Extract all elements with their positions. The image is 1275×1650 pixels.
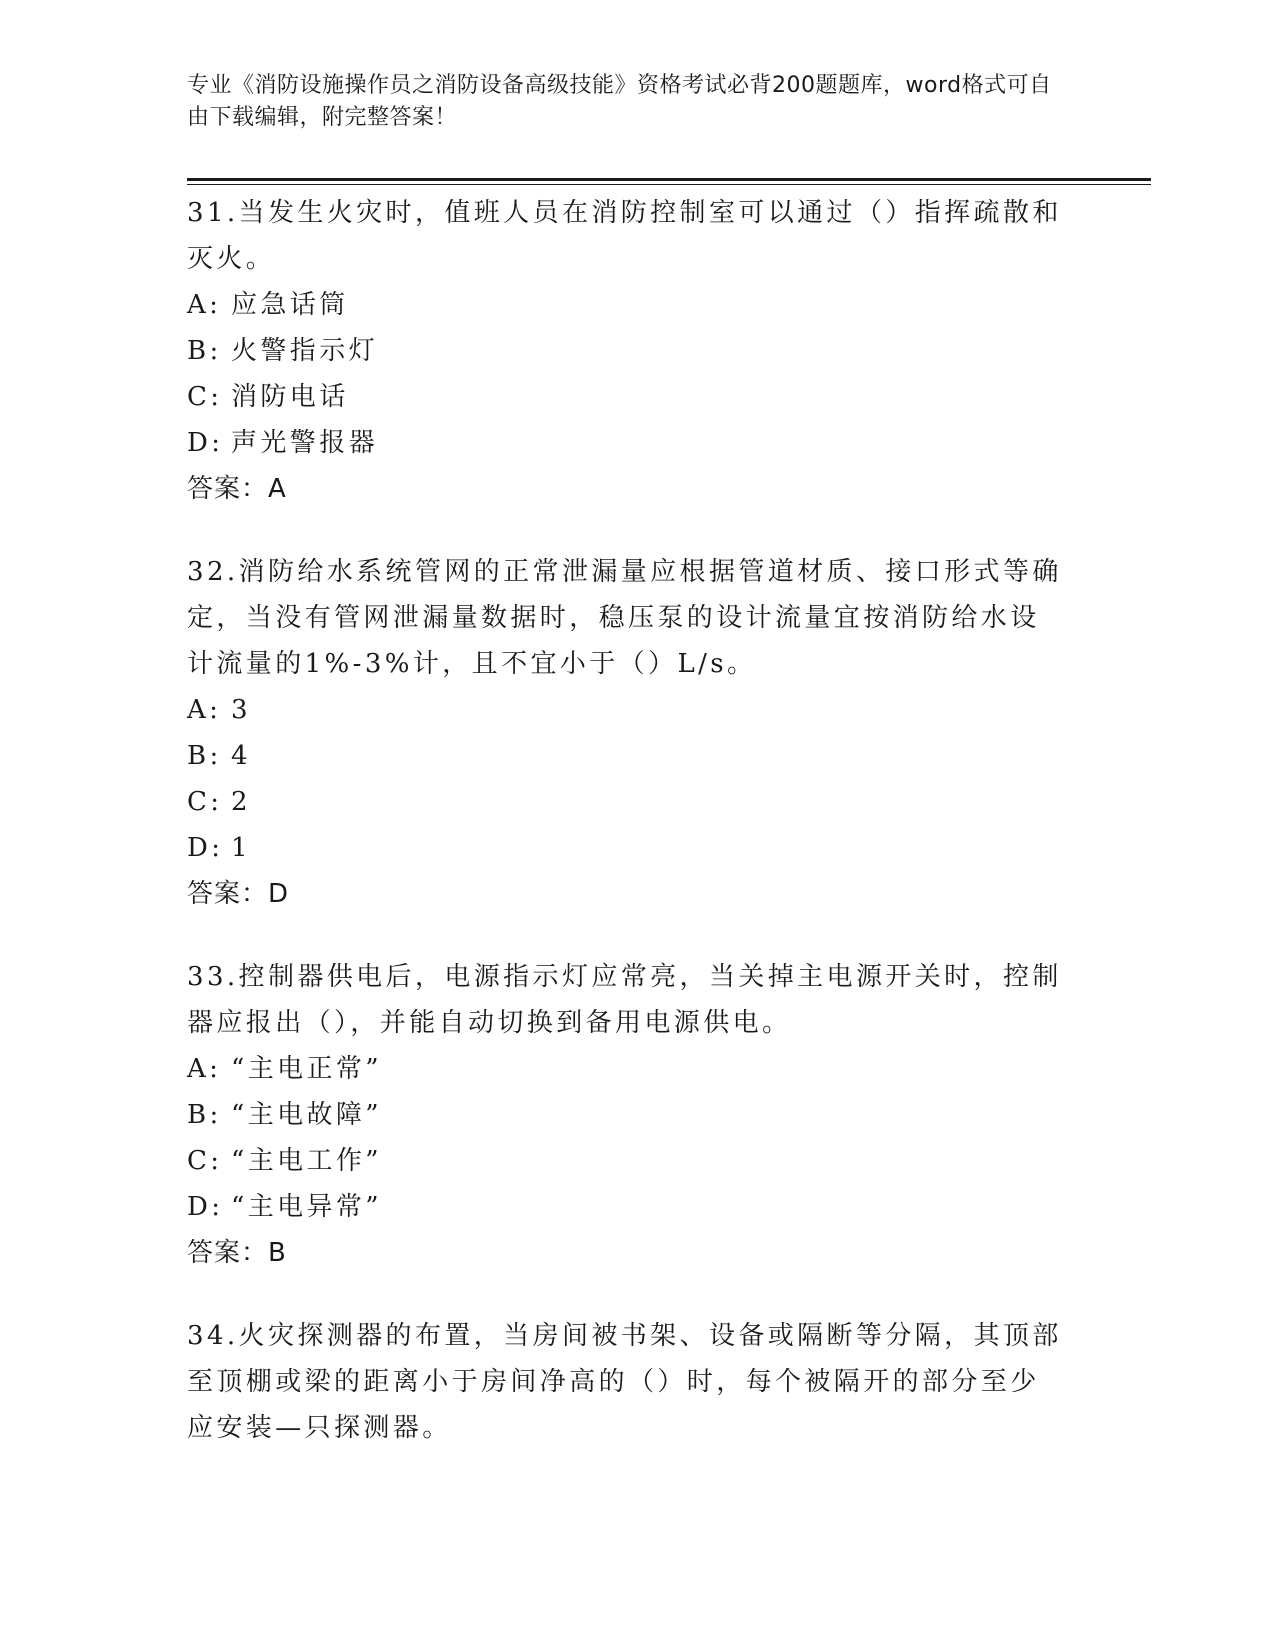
option-label: D: <box>187 833 224 863</box>
option-label: B: <box>187 1100 222 1130</box>
option-c <box>187 1138 1067 1184</box>
option-label: A: <box>187 695 222 725</box>
option-text: “主电异常” <box>231 1192 382 1222</box>
option-a <box>187 687 1067 733</box>
option-text: “主电正常” <box>231 1054 382 1084</box>
option-text: 消防电话 <box>231 382 349 412</box>
option-label: A: <box>187 1054 222 1084</box>
option-b <box>187 733 1067 779</box>
answer-line: 答案：D <box>187 879 290 909</box>
option-d <box>187 420 1067 466</box>
question-text: 32.消防给水系统管网的正常泄漏量应根据管道材质、接口形式等确定，当没有管网泄漏量数据时，稳压泵的设计流量宜按消防给水设计流量的1%-3%计，且不宜小于（）L/s。 <box>187 557 1062 679</box>
document-header: 专业《消防设施操作员之消防设备高级技能》资格考试必背200题题库，word格式可自由下载编辑，附完整答案！ <box>187 73 1052 130</box>
option-b <box>187 1092 1067 1138</box>
option-c <box>187 374 1067 420</box>
header-divider-thin <box>187 184 1151 185</box>
option-label: C: <box>187 382 223 412</box>
option-text: 1 <box>231 833 251 863</box>
option-text: 2 <box>231 787 251 817</box>
header-divider-thick <box>187 178 1151 181</box>
question-list <box>187 190 1067 1488</box>
option-label: D: <box>187 428 224 458</box>
question-text: 34.火灾探测器的布置，当房间被书架、设备或隔断等分隔，其顶部至顶棚或梁的距离小于房间净高的（）时，每个被隔开的部分至少应安装—只探测器。 <box>187 1321 1062 1443</box>
option-text: “主电工作” <box>231 1146 382 1176</box>
option-label: D: <box>187 1192 224 1222</box>
option-c <box>187 779 1067 825</box>
option-a <box>187 282 1067 328</box>
option-text: “主电故障” <box>231 1100 382 1130</box>
answer-line: 答案：A <box>187 474 287 504</box>
option-text: 声光警报器 <box>231 428 379 458</box>
option-a <box>187 1046 1067 1092</box>
question-33 <box>187 954 1067 1276</box>
question-31 <box>187 190 1067 512</box>
option-label: A: <box>187 290 222 320</box>
option-label: C: <box>187 787 223 817</box>
option-d <box>187 1184 1067 1230</box>
option-text: 3 <box>231 695 251 725</box>
question-text: 31.当发生火灾时，值班人员在消防控制室可以通过（）指挥疏散和灭火。 <box>187 198 1062 274</box>
option-b <box>187 328 1067 374</box>
question-text: 33.控制器供电后，电源指示灯应常亮，当关掉主电源开关时，控制器应报出（），并能自动切换到备用电源供电。 <box>187 962 1062 1038</box>
question-34 <box>187 1313 1067 1451</box>
option-label: B: <box>187 741 222 771</box>
option-label: C: <box>187 1146 223 1176</box>
question-32 <box>187 549 1067 917</box>
option-text: 火警指示灯 <box>231 336 379 366</box>
option-text: 应急话筒 <box>231 290 349 320</box>
option-text: 4 <box>231 741 251 771</box>
option-d <box>187 825 1067 871</box>
option-label: B: <box>187 336 222 366</box>
answer-line: 答案：B <box>187 1238 287 1268</box>
